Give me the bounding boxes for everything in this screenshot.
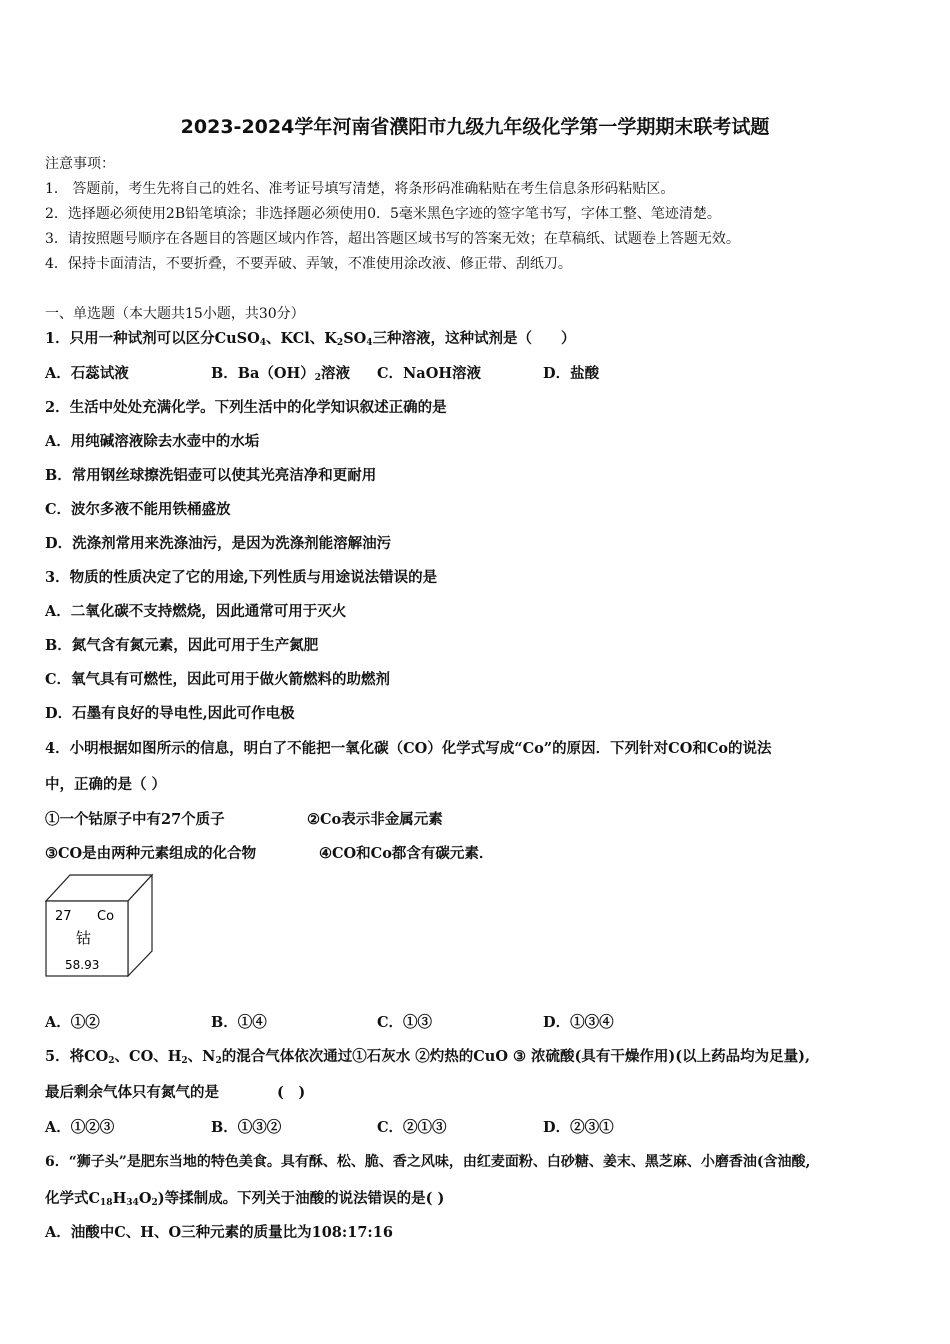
question-4-statements-row2 xyxy=(45,842,493,863)
notice-item-1: 1． 答题前，考生先将自己的姓名、准考证号填写清楚，将条形码准确粘贴在考生信息条形码粘贴区。 xyxy=(45,181,675,197)
question-3-option-a: A．二氧化碳不支持燃烧，因此通常可用于灭火 xyxy=(45,603,347,620)
cobalt-element-cell xyxy=(45,873,153,977)
notice-heading: 注意事项： xyxy=(45,156,115,172)
question-1-stem: 1．只用一种试剂可以区分CuSO$_4$、KCl、$K_2SO_4$三种溶液，这种试剂是（ ） xyxy=(45,330,576,348)
statement-4: ④CO和Co都含有碳元素． xyxy=(319,845,494,862)
atomic-mass: 58.93 xyxy=(65,958,100,972)
option-a: A．①② xyxy=(45,1014,100,1031)
question-6-option-a: A．油酸中C、H、O三种元素的质量比为108:17:16 xyxy=(45,1224,393,1241)
question-4-statements-row1 xyxy=(45,808,443,829)
question-4-options xyxy=(45,1011,614,1032)
statement-2: ②Co表示非金属元素 xyxy=(307,811,443,828)
question-2-option-a: A．用纯碱溶液除去水壶中的水垢 xyxy=(45,433,260,450)
question-5-options xyxy=(45,1116,614,1137)
section-heading: 一、单选题（本大题共15小题，共30分） xyxy=(45,306,305,322)
option-a: A．①②③ xyxy=(45,1119,115,1136)
option-c: C．NaOH溶液 xyxy=(377,365,482,382)
notice-item-3: 3．请按照题号顺序在各题目的答题区域内作答，超出答题区域书写的答案无效；在草稿纸、试题卷上答题无效。 xyxy=(45,231,740,247)
question-2-stem: 2．生活中处处充满化学。下列生活中的化学知识叙述正确的是 xyxy=(45,399,447,416)
question-6-stem-line1: 6．“狮子头”是肥东当地的特色美食。具有酥、松、脆、香之风味，由红麦面粉、白砂糖、姜末、黑芝麻、小磨香油(含油酸, xyxy=(45,1154,811,1170)
option-a: A．石蕊试液 xyxy=(45,365,129,382)
question-3-option-b: B．氮气含有氮元素，因此可用于生产氮肥 xyxy=(45,637,319,654)
element-symbol: Co xyxy=(97,909,115,924)
question-1-options xyxy=(45,362,599,383)
question-2-option-b: B．常用钢丝球擦洗铝壶可以使其光亮洁净和更耐用 xyxy=(45,467,377,484)
notice-item-4: 4．保持卡面清洁，不要折叠，不要弄破、弄皱，不准使用涂改液、修正带、刮纸刀。 xyxy=(45,256,572,272)
question-2-option-c: C．波尔多液不能用铁桶盛放 xyxy=(45,501,231,518)
question-4-stem-line2: 中，正确的是（ ） xyxy=(45,776,167,793)
statement-1: ①一个钴原子中有27个质子 xyxy=(45,811,225,828)
question-2-option-d: D．洗涤剂常用来洗涤油污，是因为洗涤剂能溶解油污 xyxy=(45,535,392,552)
option-b: B．①④ xyxy=(211,1014,267,1031)
option-d: D．①③④ xyxy=(543,1014,614,1031)
option-d: D．②③① xyxy=(543,1119,614,1136)
question-3-stem: 3．物质的性质决定了它的用途,下列性质与用途说法错误的是 xyxy=(45,569,438,586)
element-name: 钴 xyxy=(76,929,92,947)
option-c: C．①③ xyxy=(377,1014,433,1031)
page-title: 2023-2024学年河南省濮阳市九级九年级化学第一学期期末联考试题 xyxy=(180,116,770,138)
statement-3: ③CO是由两种元素组成的化合物 xyxy=(45,845,257,862)
notice-item-2: 2．选择题必须使用2B铅笔填涂；非选择题必须使用0．5毫米黑色字迹的签字笔书写，字体工整、笔迹清楚。 xyxy=(45,206,721,222)
question-5-stem-line1: 5．将$CO_2$、CO、$H_2$、$N_2$的混合气体依次通过①石灰水 ②灼热的CuO ③ 浓硫酸(具有干燥作用)(以上药品均为足量), xyxy=(45,1048,811,1066)
atomic-number: 27 xyxy=(55,909,72,924)
question-3-option-d: D．石墨有良好的导电性,因此可作电极 xyxy=(45,705,295,722)
question-4-stem-line1: 4．小明根据如图所示的信息，明白了不能把一氧化碳（CO）化学式写成“Co”的原因．下列针对CO和Co的说法 xyxy=(45,740,772,757)
option-d: D．盐酸 xyxy=(543,365,600,382)
option-b: B．$Ba(OH)_2$溶液 xyxy=(211,365,351,383)
question-3-option-c: C．氧气具有可燃性，因此可用于做火箭燃料的助燃剂 xyxy=(45,671,391,688)
option-c: C．②①③ xyxy=(377,1119,447,1136)
question-5-stem-line2: 最后剩余气体只有氮气的是 ( ) xyxy=(45,1084,306,1101)
option-b: B．①③② xyxy=(211,1119,282,1136)
question-6-stem-line2: 化学式$C_{18}H_{34}O_2$)等揉制成。下列关于油酸的说法错误的是( ) xyxy=(45,1190,445,1208)
